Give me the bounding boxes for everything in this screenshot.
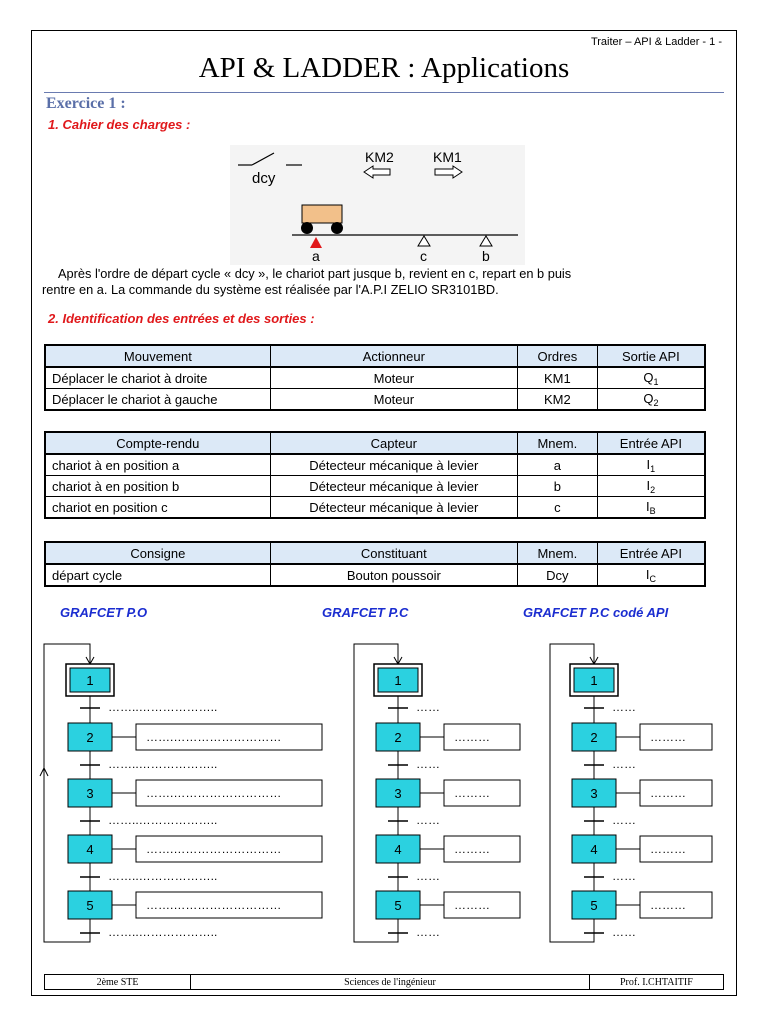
step-number: 3 [394,786,402,801]
transition-text: …… [416,700,440,714]
action-text: …….……………………… [146,786,282,800]
table-header-cell: Sortie API [597,345,705,367]
api-index: C [649,573,656,584]
action-text: ……… [454,898,490,912]
action-text: ……… [454,786,490,800]
footer-class: 2ème STE [45,975,191,989]
paragraph-line: Après l'ordre de départ cycle « dcy », le chariot part jusque b, revient en c, repart en b puis [58,266,572,281]
grafcet-pc-title: GRAFCET P.C [322,605,409,620]
step-number: 2 [86,730,94,745]
table-cell: Détecteur mécanique à levier [270,476,517,497]
api-letter: Q [643,390,654,406]
table-header-cell: Ordres [517,345,597,367]
table-row [45,564,705,586]
table-header-cell: Consigne [45,542,270,564]
table-row [45,389,705,411]
grafcet-diagrams [0,630,768,960]
footer-subject: Sciences de l'ingénieur [191,975,590,989]
transition-text: …… [416,757,440,771]
table-header-cell: Entrée API [597,542,705,564]
table-cell: Détecteur mécanique à levier [270,454,517,476]
api-index: 1 [650,463,656,474]
step-number: 2 [394,730,402,745]
table-header-cell: Entrée API [597,432,705,454]
api-letter: Q [643,369,654,385]
table-header-cell: Mnem. [517,542,597,564]
table-header-cell: Compte-rendu [45,432,270,454]
table-cell: a [517,454,597,476]
table-header-cell: Actionneur [270,345,517,367]
table-cell: Dcy [517,564,597,586]
transition-text: …… [612,869,636,883]
action-text: …….……………………… [146,730,282,744]
table-cell [597,367,705,389]
step-number: 4 [394,842,402,857]
exercise-heading: Exercice 1 : [46,95,126,112]
command-table [44,541,706,587]
action-text: ……… [650,842,686,856]
table-row [45,454,705,476]
transition-text: …… [416,925,440,939]
step-number: 1 [86,673,94,688]
action-text: …….……………………… [146,898,282,912]
step-number: 3 [86,786,94,801]
table-header-cell: Mouvement [45,345,270,367]
table-cell: Déplacer le chariot à gauche [45,389,270,411]
api-index: 2 [650,484,656,495]
pos-c-label: c [420,248,427,264]
api-index: 2 [653,397,659,408]
footer-teacher: Prof. I.CHTAITIF [619,976,693,988]
step-number: 4 [590,842,598,857]
table-row [45,497,705,519]
transition-text: …… [612,700,636,714]
table-cell: Moteur [270,367,517,389]
transition-text: ……..……………….. [108,925,218,939]
table-cell [597,454,705,476]
action-text: ……… [650,730,686,744]
api-letter: I [645,566,650,582]
table-cell: chariot à en position b [45,476,270,497]
grafcet-po-title: GRAFCET P.O [60,605,148,620]
table-cell [597,389,705,411]
action-text: ……… [454,730,490,744]
table-header-row [45,432,705,454]
paragraph-line: rentre en a. La commande du système est réalisée par l'A.P.I ZELIO SR3101BD. [42,282,499,297]
km2-label: KM2 [365,149,394,165]
transition-text: …… [416,869,440,883]
table-header-row [45,345,705,367]
page-footer [44,974,724,990]
table-cell [597,497,705,519]
table-cell: b [517,476,597,497]
step-number: 3 [590,786,598,801]
table-cell: Déplacer le chariot à droite [45,367,270,389]
description-paragraph [42,266,718,298]
section-heading-1: 1. Cahier des charges : [48,117,191,132]
outputs-table [44,344,706,411]
table-cell: c [517,497,597,519]
api-letter: I [646,498,650,514]
table-cell [597,476,705,497]
transition-text: ……..……………….. [108,813,218,827]
table-cell: KM2 [517,389,597,411]
page-title: API & LADDER : Applications [198,52,570,84]
cart-diagram [230,145,525,265]
table-cell: KM1 [517,367,597,389]
action-text: …….……………………… [146,842,282,856]
km1-label: KM1 [433,149,462,165]
step-number: 4 [86,842,94,857]
pos-b-label: b [482,248,490,264]
action-text: ……… [650,786,686,800]
action-text: ……… [650,898,686,912]
inputs-table [44,431,706,519]
step-number: 1 [590,673,598,688]
transition-text: …… [416,813,440,827]
page-header-ref: Traiter – API & Ladder - 1 - [590,36,722,48]
table-row [45,367,705,389]
transition-text: ……..……………….. [108,700,218,714]
title-divider [44,92,724,93]
action-text: ……… [454,842,490,856]
dcy-label: dcy [252,170,276,187]
table-header-cell: Mnem. [517,432,597,454]
table-cell: Moteur [270,389,517,411]
step-number: 1 [394,673,402,688]
step-number: 5 [86,898,94,913]
section-heading-2: 2. Identification des entrées et des sorties : [48,311,315,326]
table-cell [597,564,705,586]
transition-text: …… [612,757,636,771]
table-cell: départ cycle [45,564,270,586]
api-index: 1 [653,376,659,387]
table-header-row [45,542,705,564]
api-letter: I [646,456,651,472]
table-cell: Bouton poussoir [270,564,517,586]
table-header-cell: Capteur [270,432,517,454]
transition-text: …… [612,925,636,939]
pos-a-label: a [312,248,320,264]
step-number: 5 [394,898,402,913]
transition-text: ……..……………….. [108,757,218,771]
table-cell: Détecteur mécanique à levier [270,497,517,519]
step-number: 2 [590,730,598,745]
grafcet-pc-api-title: GRAFCET P.C codé API [523,605,669,620]
api-index: B [649,505,656,516]
api-letter: I [646,477,651,493]
transition-text: …… [612,813,636,827]
transition-text: ……..……………….. [108,869,218,883]
table-header-cell: Constituant [270,542,517,564]
table-cell: chariot à en position a [45,454,270,476]
table-row [45,476,705,497]
table-cell: chariot en position c [45,497,270,519]
step-number: 5 [590,898,598,913]
